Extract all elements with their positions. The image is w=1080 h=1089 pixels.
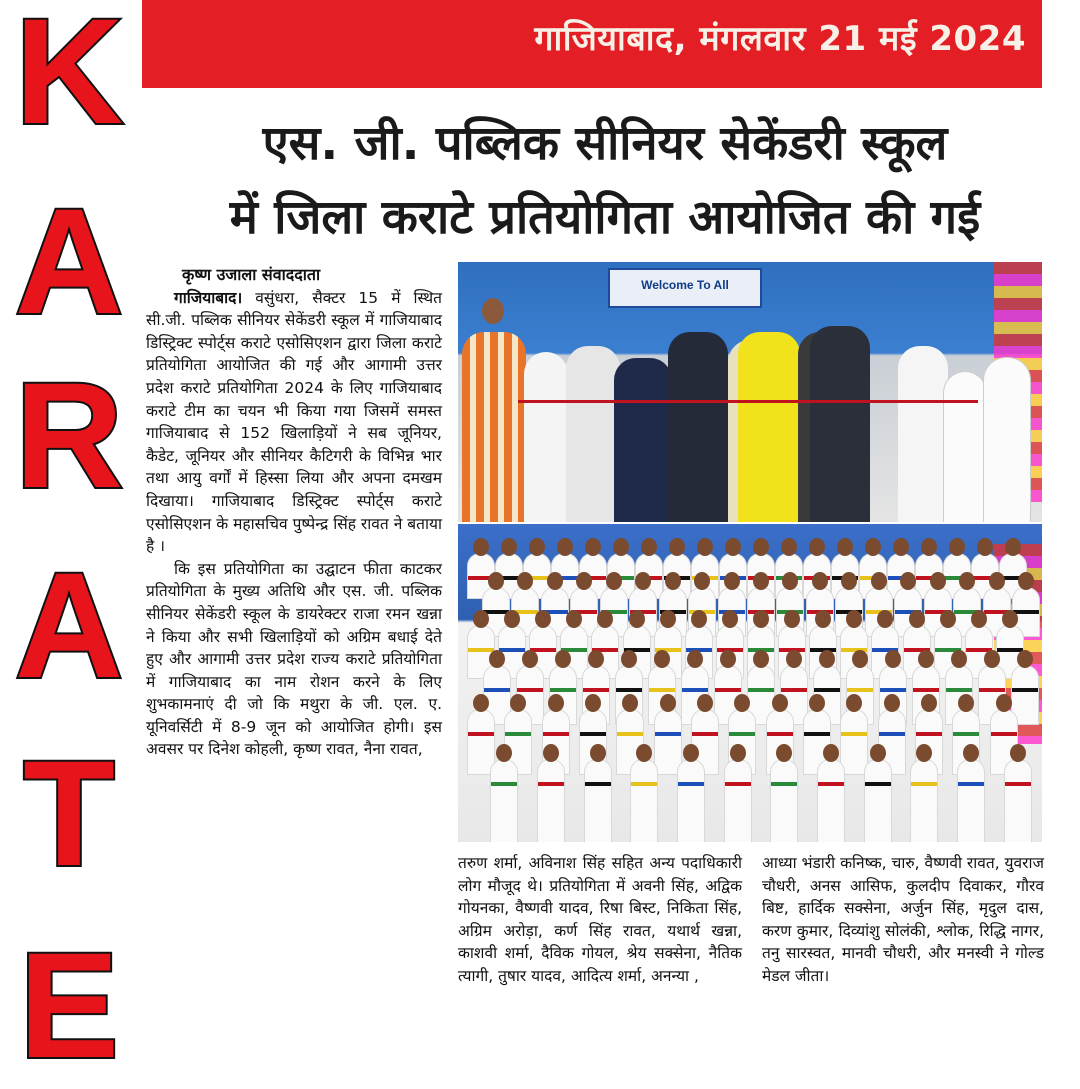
person [462, 332, 526, 522]
student-figure [725, 760, 751, 842]
welcome-banner-text: Welcome To All [641, 278, 729, 292]
article-column-1 [146, 264, 442, 761]
person [898, 346, 948, 522]
side-letter: E [18, 921, 120, 1089]
side-letter: A [14, 541, 124, 709]
student-figure [1005, 760, 1031, 842]
student-figure [655, 710, 681, 774]
ribbon [518, 400, 978, 403]
article-column-2 [458, 852, 742, 988]
side-letter: A [14, 177, 124, 345]
person [668, 332, 728, 522]
person [984, 358, 1030, 522]
karate-side-banner [0, 0, 140, 1089]
student-figure [865, 760, 891, 842]
group-photo [458, 524, 1042, 842]
student-figure [678, 760, 704, 842]
article-paragraph: तरुण शर्मा, अविनाश सिंह सहित अन्य पदाधिकारी लोग मौजूद थे। प्रतियोगिता में अवनी सिंह, अद्विक गोयनका, वैष्णवी यादव, रिषा बिस्ट, निकिता सिंह, अग्रिम अरोड़ा, कर्ण सिंह रावत, यथार्थ खन्ना, काशवी शर्मा, दैविक गोयल, श्रेय सक्सेना, नैतिक त्यागी, तुषार यादव, आदित्य शर्मा, अनन्या , [458, 854, 742, 985]
person [810, 326, 870, 522]
student-figure [491, 760, 517, 842]
person [738, 332, 800, 522]
byline: कृष्ण उजाला संवाददाता [182, 265, 321, 284]
article-paragraph: कि इस प्रतियोगिता का उद्घाटन फीता काटकर प्रतियोगिता के मुख्य अतिथि और एस. जी. पब्लिक सीनियर सेकेंडरी स्कूल के डायरेक्टर राजा रमन खन्ना ने किया और सभी खिलाड़ियों को अग्रिम बधाई देते हुए और आगामी उत्तर प्रदेश राज्य कराटे प्रतियोगिता में गाजियाबाद का नाम रोशन करने के लिए शुभकामनाएं दी जो कि मथुरा के जी. एल. ए. यूनिवर्सिटी में 8-9 जून को आयोजित होगी। इस अवसर पर दिनेश कोहली, कृष्ण रावत, नैना रावत, [146, 559, 442, 759]
person [566, 346, 620, 522]
student-figure [538, 760, 564, 842]
article-paragraph [146, 287, 442, 558]
person-head [482, 298, 504, 324]
side-letter: R [14, 351, 124, 519]
student-figure [585, 760, 611, 842]
student-figure [958, 760, 984, 842]
headline-line-1: एस. जी. पब्लिक सीनियर सेकेंडरी स्कूल [262, 116, 948, 171]
student-figure [468, 710, 494, 774]
article-dateline: गाजियाबाद। [174, 288, 243, 307]
article-paragraph-text: वसुंधरा, सैक्टर 15 में स्थित सी.जी. पब्लिक सीनियर सेकेंडरी स्कूल में गाजियाबाद डिस्ट्रिक्ट स्पोर्ट्स कराटे एसोसिएशन द्वारा जिला कराटे प्रतियोगिता आयोजित की गई और आगामी उत्तर प्रदेश कराटे प्रतियोगिता 2024 के लिए गाजियाबाद कराटे टीम का चयन भी किया गया जिसमें समस्त गाजियाबाद से 152 खिलाड़ियों ने सब जूनियर, कैडेट, जूनियर और सीनियर कैटिगरी के विभिन्न भार तथा आयु वर्गों में हिस्सा लिया और अपना दमखम दिखाया। गाजियाबाद डिस्ट्रिक्ट स्पोर्ट्स कराटे एसोसिएशन के महासचिव पुष्पेन्द्र सिंह रावत ने बताया है । [146, 288, 442, 556]
person [944, 372, 986, 522]
person [524, 352, 568, 522]
article-paragraph: आध्या भंडारी कनिष्क, चारु, वैष्णवी रावत, युवराज चौधरी, अनस आसिफ, कुलदीप दिवाकर, गौरव बिष्ट, हार्दिक सक्सेना, अर्जुन सिंह, मृदुल दास, करण कुमार, दिव्यांशु सोलंकी, श्लोक, रिद्धि नागर, तनु सारस्वत, मानवी चौधरी, और मनस्वी ने गोल्ड मेडल जीता। [762, 854, 1045, 985]
side-letter: T [23, 729, 115, 897]
student-figure [631, 760, 657, 842]
student-figure [818, 760, 844, 842]
welcome-banner [608, 268, 762, 308]
student-figure [771, 760, 797, 842]
dateline-text: गाजियाबाद, मंगलवार 21 मई 2024 [534, 19, 1026, 59]
person [614, 358, 672, 522]
side-letter: K [14, 0, 124, 155]
article-column-3 [762, 852, 1044, 988]
headline-line-2: में जिला कराटे प्रतियोगिता आयोजित की गई [229, 190, 981, 245]
ribbon-cutting-photo [458, 262, 1042, 522]
student-figure [841, 710, 867, 774]
dateline-bar [142, 0, 1042, 88]
student-figure [911, 760, 937, 842]
